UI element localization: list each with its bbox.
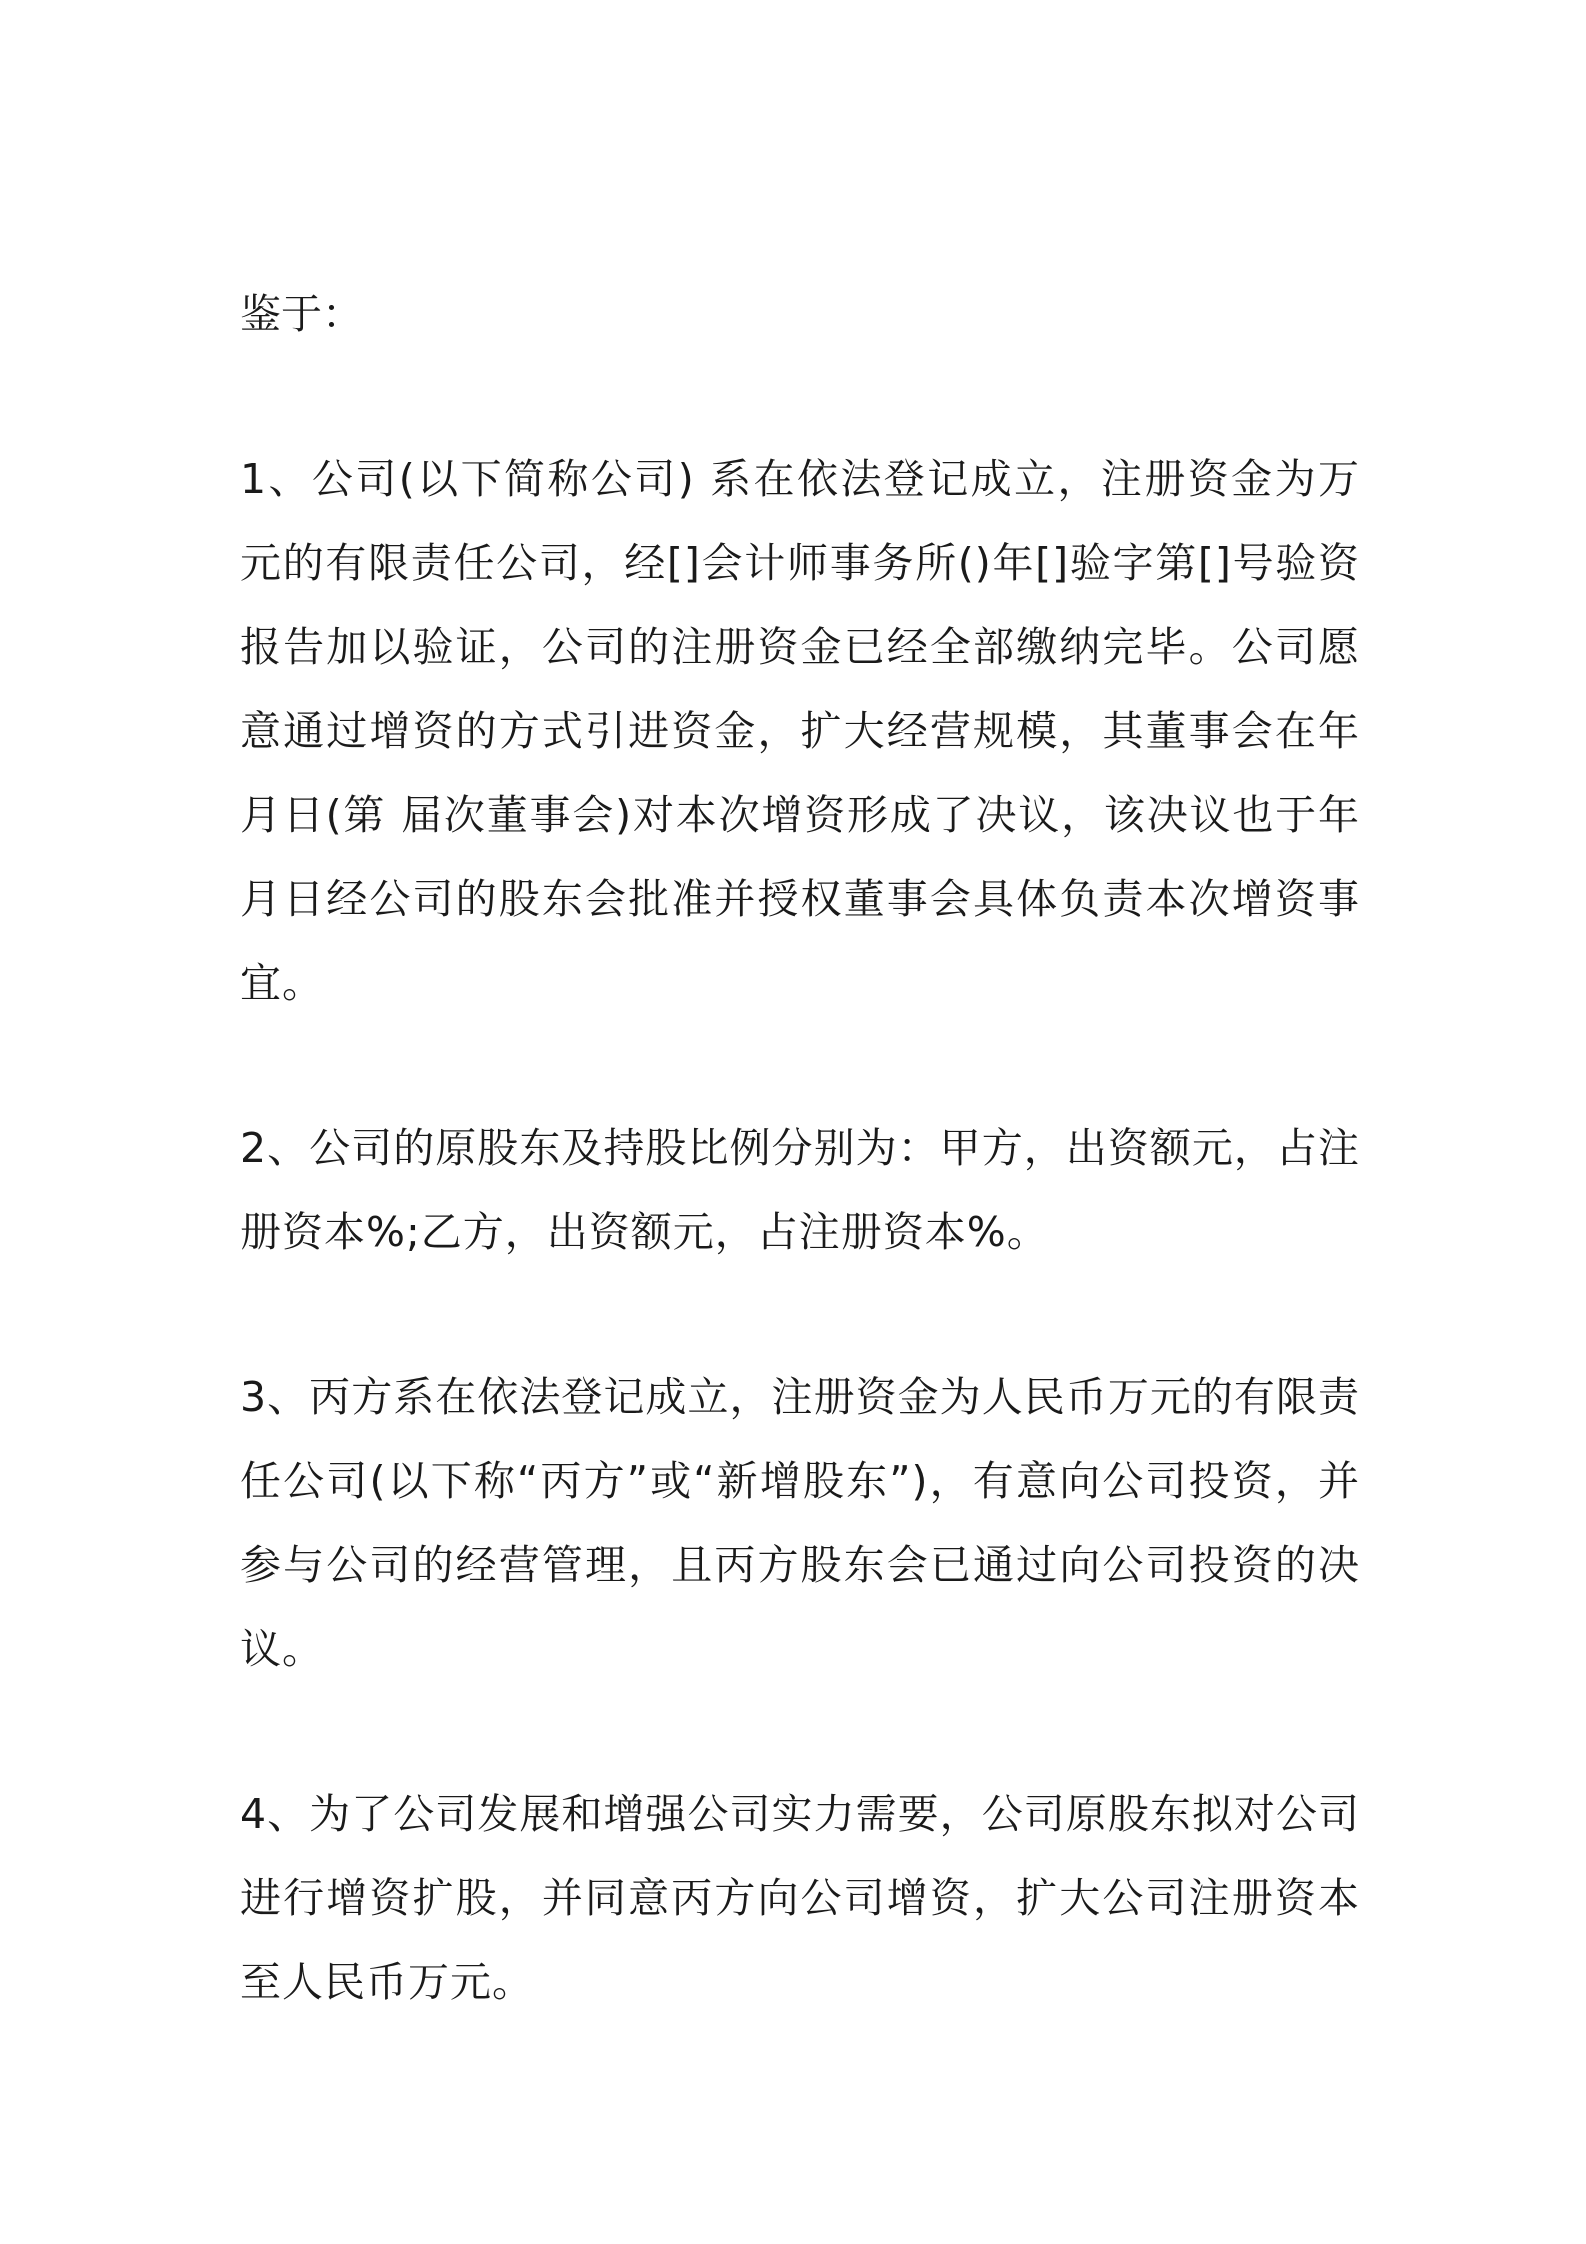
- intro-heading: 鉴于：: [240, 290, 363, 338]
- document-page: [240, 272, 1360, 2024]
- clause-2: 2、公司的原股东及持股比例分别为：甲方，出资额元，占注册资本%;乙方，出资额元，占注册资本%。: [240, 1124, 1360, 1256]
- clause-3: 3、丙方系在依法登记成立，注册资金为人民币万元的有限责任公司(以下称“丙方”或“新增股东”)，有意向公司投资，并参与公司的经营管理，且丙方股东会已通过向公司投资的决议。: [240, 1373, 1360, 1673]
- clause-1: 1、公司(以下简称公司) 系在依法登记成立，注册资金为万元的有限责任公司，经[]会计师事务所()年[]验字第[]号验资报告加以验证，公司的注册资金已经全部缴纳完毕。公司愿意通过增资的方式引进资金，扩大经营规模，其董事会在年月日(第 届次董事会)对本次增资形成了决议，该决议也于年月日经公司的股东会批准并授权董事会具体负责本次增资事宜。: [240, 455, 1360, 1007]
- clause-4: 4、为了公司发展和增强公司实力需要，公司原股东拟对公司进行增资扩股，并同意丙方向公司增资，扩大公司注册资本至人民币万元。: [240, 1790, 1360, 2006]
